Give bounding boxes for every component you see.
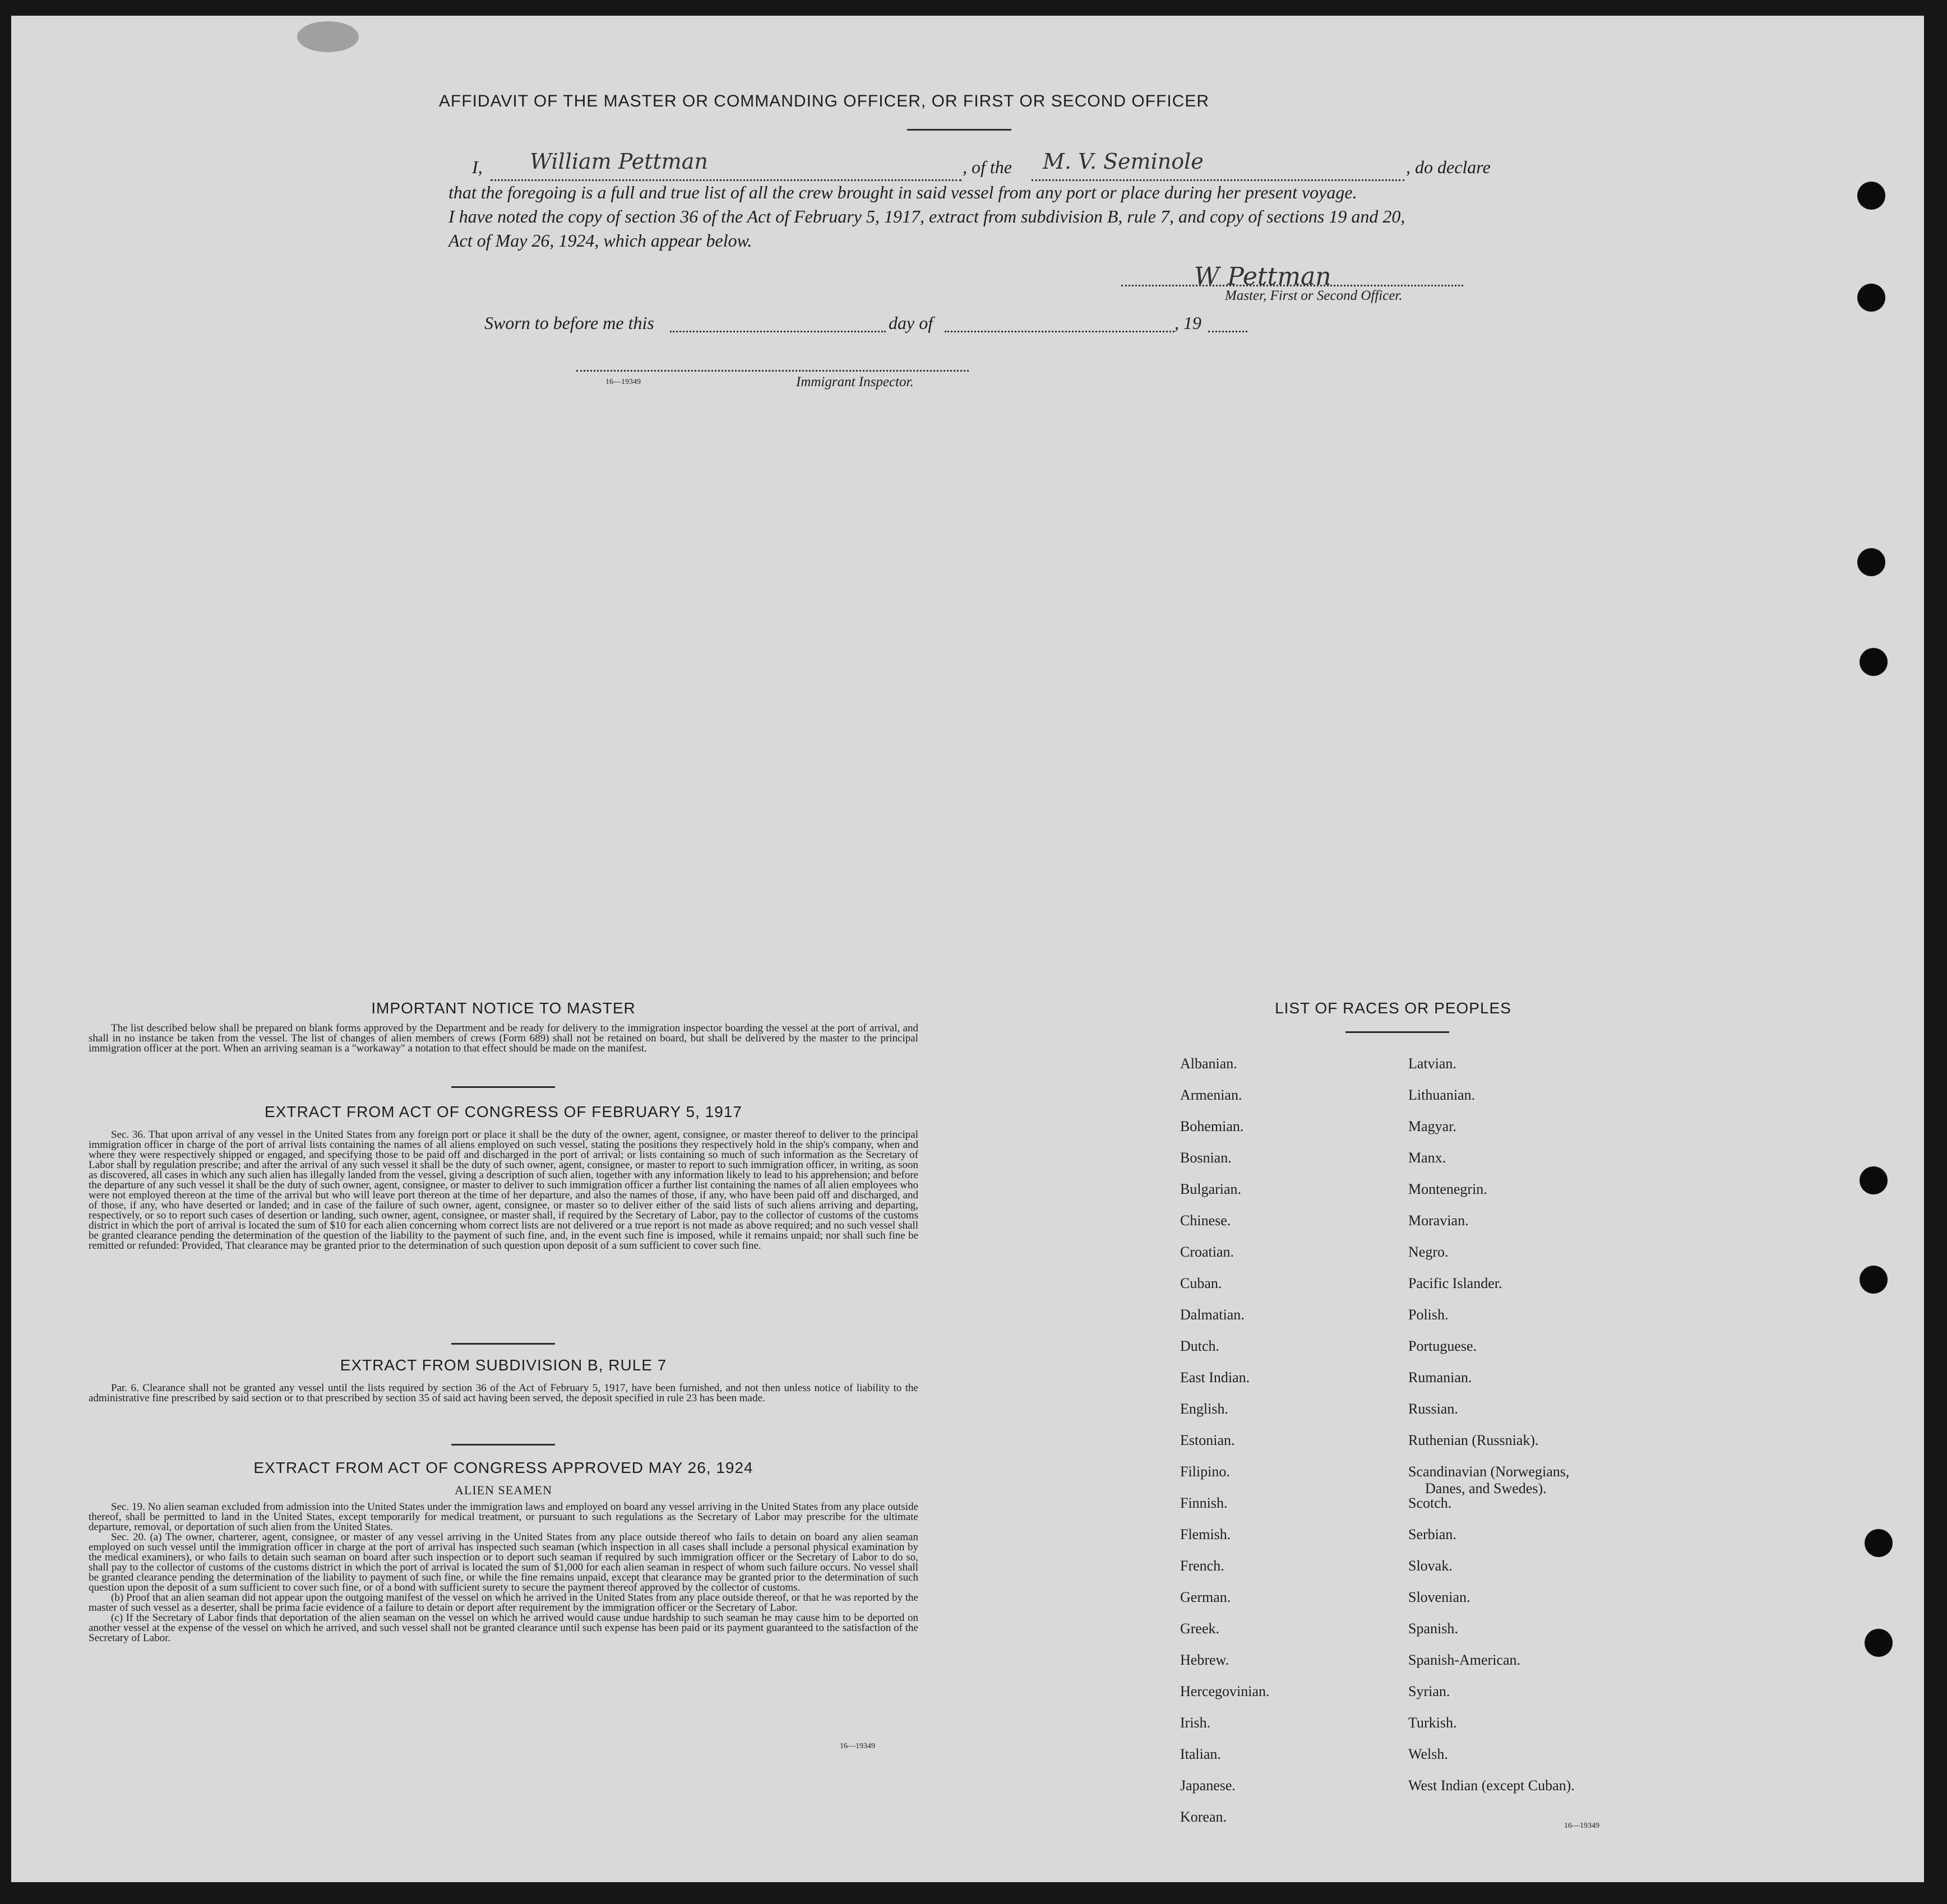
race-item: Syrian.	[1408, 1683, 1450, 1699]
race-item: French.	[1180, 1558, 1224, 1574]
race-item: Slovak.	[1408, 1558, 1453, 1574]
sworn-year-line	[1208, 331, 1247, 332]
sworn-month-line	[945, 331, 1174, 332]
master-name: William Pettman	[530, 149, 708, 174]
race-item: Negro.	[1408, 1244, 1449, 1260]
race-item: Welsh.	[1408, 1746, 1448, 1762]
inspector-caption: Immigrant Inspector.	[796, 374, 914, 390]
race-item: Rumanian.	[1408, 1369, 1472, 1386]
race-item: Latvian.	[1408, 1055, 1456, 1072]
race-item: Korean.	[1180, 1809, 1227, 1825]
race-item: Ruthenian (Russniak).	[1408, 1432, 1539, 1448]
inspector-line	[576, 370, 969, 372]
binder-hole	[1865, 1529, 1893, 1557]
name-line	[491, 179, 961, 181]
sworn-label: Sworn to before me this	[484, 313, 654, 333]
race-item: Scotch.	[1408, 1495, 1452, 1511]
race-item: Greek.	[1180, 1620, 1220, 1637]
master-signature: W Pettman	[1194, 262, 1331, 291]
divider	[451, 1444, 555, 1446]
race-item: Danes, and Swedes).	[1425, 1480, 1547, 1497]
race-item: English.	[1180, 1401, 1228, 1417]
binder-hole	[1860, 1166, 1888, 1194]
form-number: 16—19349	[840, 1742, 875, 1750]
race-item: Bulgarian.	[1180, 1181, 1242, 1197]
race-item: Portuguese.	[1408, 1338, 1477, 1354]
extract-1924-title: EXTRACT FROM ACT OF CONGRESS APPROVED MAY 26, 1924	[253, 1459, 753, 1476]
divider	[451, 1343, 555, 1345]
sec20c-paragraph: (c) If the Secretary of Labor finds that deportation of the alien seaman on the vessel on which he arrived would cause undue hardship to such seaman he may cause him to be deported on another vessel at the expense of the vessel on which he arrived, and such vessel shall not be granted clearance until such expense has been paid or its payment guaranteed to the satisfaction of the Secretary of Labor.	[89, 1612, 918, 1644]
year-label: , 19	[1174, 313, 1201, 333]
race-item: Turkish.	[1408, 1715, 1457, 1731]
race-item: Bosnian.	[1180, 1150, 1232, 1166]
race-item: Polish.	[1408, 1307, 1449, 1323]
race-item: Slovenian.	[1408, 1589, 1470, 1605]
races-title: LIST OF RACES OR PEOPLES	[1275, 999, 1511, 1017]
sworn-day-line	[670, 331, 886, 332]
race-item: Pacific Islander.	[1408, 1275, 1502, 1291]
sec19-paragraph: Sec. 19. No alien seaman excluded from admission into the United States under the immigration laws and employed on board any vessel arriving in the United States from any place outside thereof, shall be permitted to land in the United States, except temporarily for medical treatment, or pursuant to such regulations as the Secretary of Labor may prescribe for the ultimate departure, removal, or deportation of such alien from the United States.	[89, 1501, 918, 1533]
do-declare-label: , do declare	[1406, 157, 1491, 177]
alien-seamen-subtitle: ALIEN SEAMEN	[455, 1483, 552, 1497]
race-item: Spanish-American.	[1408, 1652, 1521, 1668]
sec36-paragraph: Sec. 36. That upon arrival of any vessel in the United States from any foreign port or place it shall be the duty of the owner, agent, consignee, or master thereof to deliver to the principal immigration officer in charge of the port of arrival lists containing the names of all aliens employed on such vessel, stating the positions they respectively hold in the ship's company, when and where they were respectively shipped or engaged, and specifying those to be paid off and discharged in the port of arrival; or lists containing so much of such information as the Secretary of Labor shall by regulation prescribe; and after the arrival of any such vessel it shall be the duty of such owner, agent, consignee, or master to report to such immigration officer, in writing, as soon as discovered, all cases in which any such alien has illegally landed from the vessel, giving a description of such alien, together with any information likely to lead to his apprehension; and before the departure of any such vessel it shall be the duty of such owner, agent, consignee, or master to deliver to such immigration officer a further list containing the names of all alien employees who were not employed thereon at the time of the arrival but who will leave port thereon at the time of her departure, and also the names of those, if any, who have been paid off and discharged, and of those, if any, who have deserted or landed; and in case of the failure of such owner, agent, consignee, or master so to deliver either of the said lists of such aliens arriving and departing, respectively, or so to report such cases of desertion or landing, such owner, agent, consignee, or master shall, if required by the Secretary of Labor, pay to the collector of customs of the customs district in which the port of arrival is located the sum of $10 for each alien concerning whom correct lists are not delivered or a true report is not made as above required; and no such vessel shall be granted clearance pending the determination of the question of the liability to the payment of such fine, and, in the event such fine is imposed, while it remains unpaid; nor shall such fine be remitted or refunded: Provided, That clearance may be granted prior to the determination of such question upon deposit of a sum sufficient to cover such fine.	[89, 1129, 918, 1252]
race-item: Spanish.	[1408, 1620, 1458, 1637]
extract-1917-title: EXTRACT FROM ACT OF CONGRESS OF FEBRUARY 5, 1917	[265, 1103, 742, 1120]
extract-rule7-title: EXTRACT FROM SUBDIVISION B, RULE 7	[340, 1356, 667, 1374]
race-item: Flemish.	[1180, 1526, 1231, 1542]
affidavit-title: AFFIDAVIT OF THE MASTER OR COMMANDING OFFICER, OR FIRST OR SECOND OFFICER	[438, 92, 1210, 110]
document-page	[11, 16, 1924, 1882]
race-item: Estonian.	[1180, 1432, 1235, 1448]
race-item: Cuban.	[1180, 1275, 1222, 1291]
vessel-name: M. V. Seminole	[1043, 149, 1204, 174]
affidavit-line4: Act of May 26, 1924, which appear below.	[448, 230, 752, 251]
race-item: Hebrew.	[1180, 1652, 1229, 1668]
race-item: Croatian.	[1180, 1244, 1234, 1260]
signature-caption: Master, First or Second Officer.	[1225, 288, 1403, 303]
affidavit-line3: I have noted the copy of section 36 of the Act of February 5, 1917, extract from subdivision B, rule 7, and copy of sections 19 and 20,	[448, 206, 1405, 226]
race-item: Dutch.	[1180, 1338, 1220, 1354]
binder-hole	[1857, 548, 1885, 576]
ink-smudge	[297, 21, 359, 52]
divider	[451, 1086, 555, 1088]
race-item: Dalmatian.	[1180, 1307, 1245, 1323]
race-item: Finnish.	[1180, 1495, 1228, 1511]
sec20b-paragraph: (b) Proof that an alien seaman did not appear upon the outgoing manifest of the vessel on which he arrived in the United States from any place outside thereof, or that he was reported by the master of such vessel as a deserter, shall be prima facie evidence of a failure to detain or deport after requirement by the immigration officer or the Secretary of Labor.	[89, 1592, 918, 1614]
race-item: Manx.	[1408, 1150, 1446, 1166]
race-item: Italian.	[1180, 1746, 1221, 1762]
race-item: Scandinavian (Norwegians,	[1408, 1463, 1570, 1480]
race-item: German.	[1180, 1589, 1231, 1605]
notice-text	[89, 1023, 918, 1054]
sec20a-paragraph: Sec. 20. (a) The owner, charterer, agent, consignee, or master of any vessel arriving in the United States from any place outside thereof who fails to detain on board any alien seaman employed on such vessel until the immigration officer in charge at the port of arrival has inspected such seaman (which inspection in all cases shall include a personal physical examination by the medical examiners), or who fails to detain such seaman on board after such inspection or to deport such seaman if required by such immigration officer or the Secretary of Labor to do so, shall pay to the collector of customs of the customs district in which the port of arrival is located the sum of $1,000 for each alien seaman in respect of whom such failure occurs. No vessel shall be granted clearance pending the determination of the liability to payment of such fine, or while the fine remains unpaid, except that clearance may be granted prior to the determination of such question upon the deposit of a sum sufficient to cover such fine, or of a bond with sufficient surety to secure the payment thereof approved by the collector of customs.	[89, 1531, 918, 1593]
binder-hole	[1860, 1266, 1888, 1294]
race-item: Irish.	[1180, 1715, 1211, 1731]
extract-rule7-text	[89, 1383, 918, 1403]
binder-hole	[1857, 182, 1885, 210]
race-item: Japanese.	[1180, 1777, 1236, 1794]
race-item: West Indian (except Cuban).	[1408, 1777, 1575, 1794]
affidavit-i: I,	[472, 157, 483, 177]
vessel-line	[1032, 179, 1404, 181]
binder-hole	[1857, 284, 1885, 312]
race-item: Lithuanian.	[1408, 1087, 1476, 1103]
race-item: East Indian.	[1180, 1369, 1250, 1386]
race-item: Filipino.	[1180, 1463, 1230, 1480]
form-number: 16—19349	[605, 378, 641, 386]
notice-paragraph: The list described below shall be prepared on blank forms approved by the Department and be ready for delivery to the immigration inspector boarding the vessel at the port of arrival, and shall in no instance be taken from the vessel. The list of changes of alien members of crews (Form 689) shall not be retained on board, but shall be delivered by the master to the principal immigration officer at the port. When an arriving seaman is a "workaway" a notation to that effect should be made on the manifest.	[89, 1022, 918, 1054]
binder-hole	[1860, 648, 1888, 676]
race-item: Magyar.	[1408, 1118, 1456, 1134]
divider	[907, 129, 1011, 131]
race-item: Armenian.	[1180, 1087, 1242, 1103]
par6-paragraph: Par. 6. Clearance shall not be granted any vessel until the lists required by section 36 of the Act of February 5, 1917, have been furnished, and not then unless notice of liability to the administrative fine prescribed by said section or to that prescribed by section 35 of said act having been served, the deposit specified in rule 23 has been made.	[89, 1382, 918, 1404]
race-item: Albanian.	[1180, 1055, 1237, 1072]
binder-hole	[1865, 1629, 1893, 1657]
race-item: Moravian.	[1408, 1212, 1469, 1229]
extract-1924-text	[89, 1502, 918, 1643]
signature-line	[1121, 285, 1463, 286]
race-item: Hercegovinian.	[1180, 1683, 1270, 1699]
day-of-label: day of	[889, 313, 933, 333]
form-number: 16—19349	[1564, 1822, 1599, 1830]
race-item: Bohemian.	[1180, 1118, 1244, 1134]
race-item: Montenegrin.	[1408, 1181, 1487, 1197]
affidavit-line2: that the foregoing is a full and true list of all the crew brought in said vessel from any port or place during her present voyage.	[448, 182, 1357, 202]
extract-1917-text	[89, 1130, 918, 1251]
notice-title: IMPORTANT NOTICE TO MASTER	[371, 999, 636, 1017]
race-item: Chinese.	[1180, 1212, 1231, 1229]
of-the-label: , of the	[963, 157, 1012, 177]
race-item: Serbian.	[1408, 1526, 1456, 1542]
race-item: Russian.	[1408, 1401, 1458, 1417]
divider	[1345, 1031, 1449, 1033]
